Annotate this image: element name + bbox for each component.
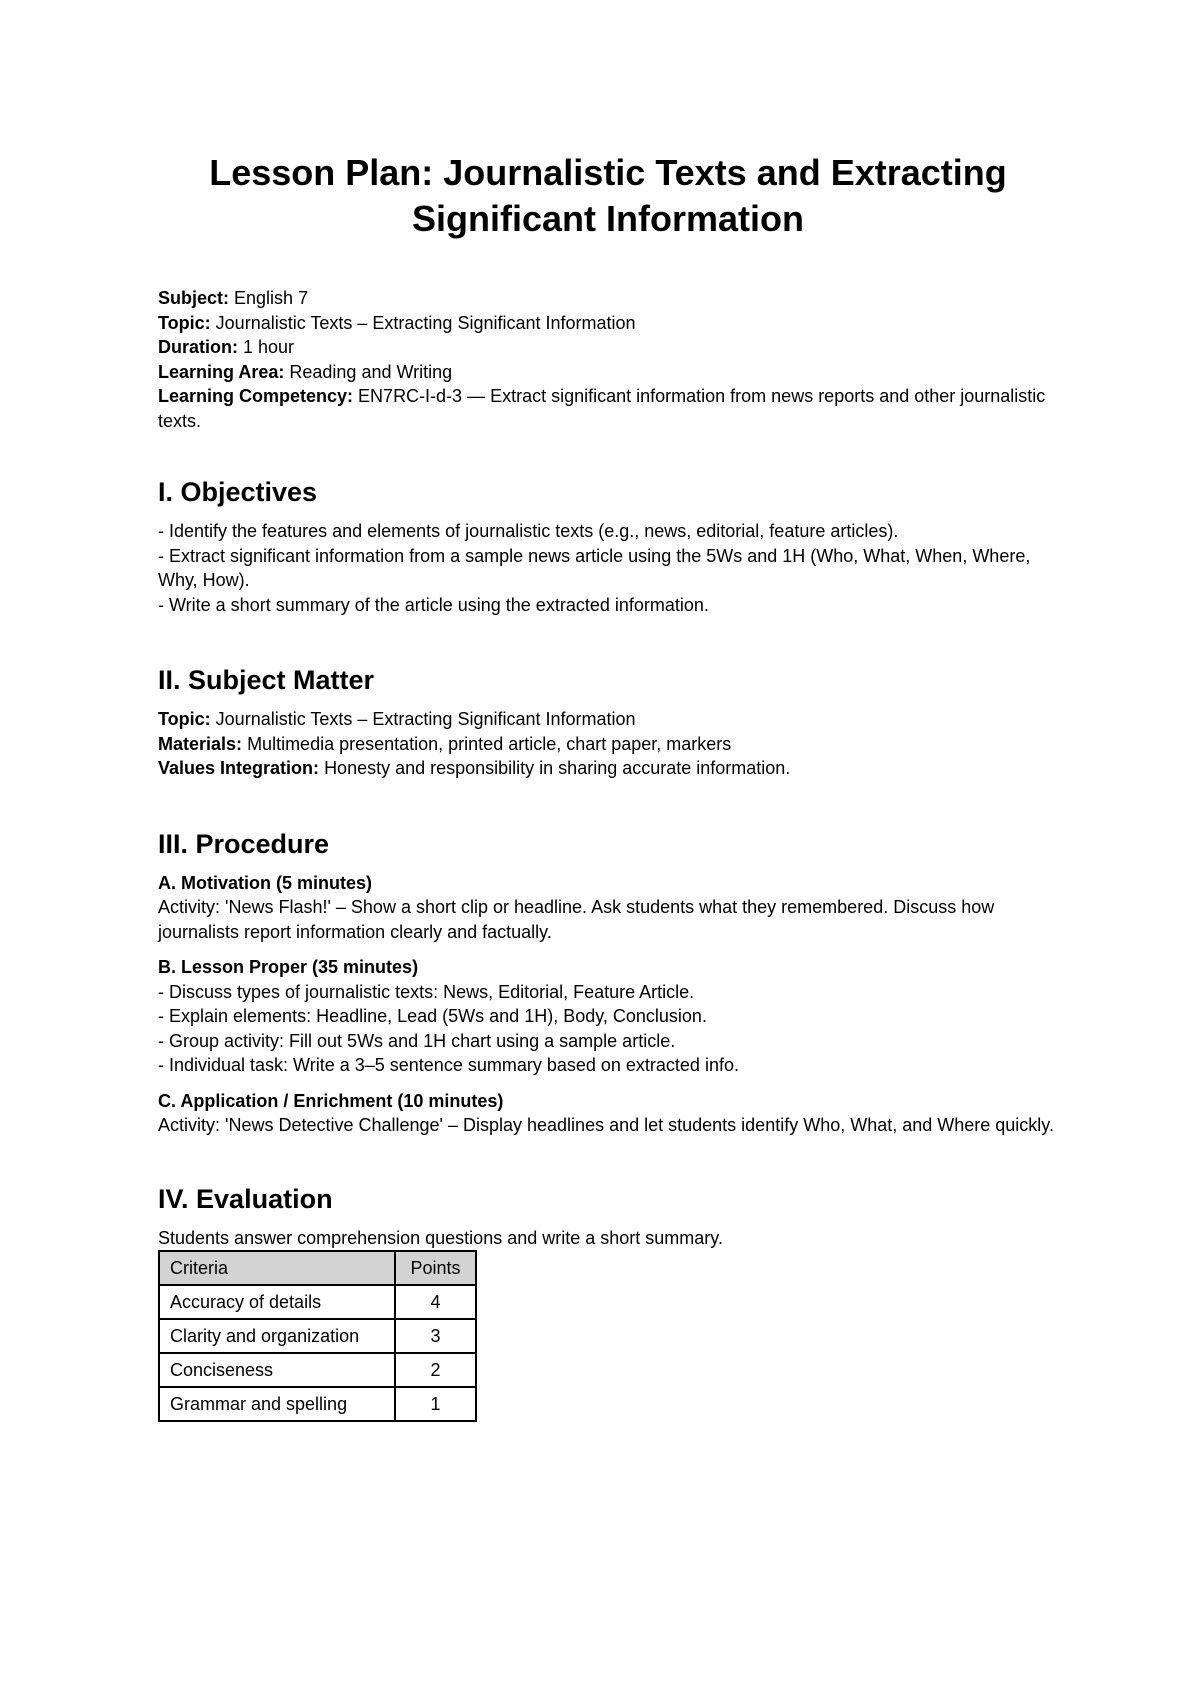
- procedure-motivation: [158, 871, 1058, 945]
- detail-value: Honesty and responsibility in sharing accurate information.: [324, 758, 791, 778]
- column-header-points: Points: [395, 1251, 476, 1285]
- lesson-proper-list: [158, 980, 1058, 1078]
- points-cell: 3: [395, 1319, 476, 1353]
- criteria-cell: Grammar and spelling: [159, 1387, 395, 1421]
- subject-matter-materials: [158, 732, 1058, 757]
- list-item: - Explain elements: Headline, Lead (5Ws and 1H), Body, Conclusion.: [158, 1006, 707, 1026]
- lesson-proper-title: B. Lesson Proper (35 minutes): [158, 957, 419, 977]
- points-cell: 1: [395, 1387, 476, 1421]
- lesson-meta: [158, 286, 1058, 433]
- detail-value: Journalistic Texts – Extracting Significant Information: [215, 709, 636, 729]
- subject-matter-details: [158, 707, 1058, 781]
- list-item: - Write a short summary of the article using the extracted information.: [158, 594, 709, 615]
- meta-label: Learning Area:: [158, 361, 285, 382]
- meta-learning-competency: [158, 384, 1058, 433]
- rubric-table: [158, 1250, 477, 1422]
- meta-value: EN7RC-I-d-3 — Extract significant information from news reports and other journalistic texts.: [158, 386, 1046, 431]
- points-cell: 2: [395, 1353, 476, 1387]
- motivation-title: A. Motivation (5 minutes): [158, 872, 373, 893]
- evaluation-intro: Students answer comprehension questions and write a short summary.: [158, 1227, 723, 1248]
- meta-learning-area: [158, 360, 1058, 385]
- meta-subject: [158, 286, 1058, 311]
- meta-topic: [158, 311, 1058, 336]
- criteria-cell: Conciseness: [159, 1353, 395, 1387]
- column-header-criteria: Criteria: [159, 1251, 395, 1285]
- subject-matter-topic: [158, 707, 1058, 732]
- meta-label: Subject:: [158, 288, 230, 308]
- detail-label: Values Integration:: [158, 758, 320, 778]
- evaluation-heading: IV. Evaluation: [158, 1183, 333, 1214]
- table-header-row: [159, 1251, 476, 1285]
- procedure-lesson-proper: [158, 955, 1058, 1078]
- objectives-list: [158, 519, 1058, 617]
- meta-value: Reading and Writing: [289, 361, 453, 382]
- objectives-heading: I. Objectives: [158, 477, 318, 507]
- meta-value: 1 hour: [243, 337, 295, 357]
- meta-value: Journalistic Texts – Extracting Significant Information: [215, 312, 636, 333]
- application-title: C. Application / Enrichment (10 minutes): [158, 1090, 504, 1111]
- table-row: [159, 1387, 476, 1421]
- subject-matter-heading: II. Subject Matter: [158, 665, 375, 695]
- meta-value: English 7: [234, 288, 309, 308]
- list-item: - Group activity: Fill out 5Ws and 1H chart using a sample article.: [158, 1030, 676, 1051]
- table-row: [159, 1353, 476, 1387]
- list-item: - Extract significant information from a sample news article using the 5Ws and 1H (Who, What, When, Where, Why, How).: [158, 545, 1031, 590]
- meta-duration: [158, 335, 1058, 360]
- points-cell: 4: [395, 1285, 476, 1319]
- application-text: Activity: 'News Detective Challenge' – Display headlines and let students identify Who, What, and Where quickly.: [158, 1115, 1054, 1135]
- procedure-heading: III. Procedure: [158, 828, 330, 859]
- meta-label: Duration:: [158, 337, 238, 357]
- criteria-cell: Accuracy of details: [159, 1285, 395, 1319]
- list-item: - Identify the features and elements of journalistic texts (e.g., news, editorial, feature articles).: [158, 521, 899, 541]
- detail-value: Multimedia presentation, printed article, chart paper, markers: [247, 733, 732, 754]
- detail-label: Materials:: [158, 733, 243, 754]
- list-item: - Individual task: Write a 3–5 sentence summary based on extracted info.: [158, 1055, 739, 1075]
- table-row: [159, 1285, 476, 1319]
- criteria-cell: Clarity and organization: [159, 1319, 395, 1353]
- meta-label: Topic:: [158, 312, 211, 333]
- motivation-text: Activity: 'News Flash!' – Show a short clip or headline. Ask students what they remembered. Discuss how journalists report information clearly and factually.: [158, 897, 995, 942]
- procedure-application: [158, 1089, 1058, 1138]
- detail-label: Topic:: [158, 709, 211, 729]
- document-title: Lesson Plan: Journalistic Texts and Extracting Significant Information: [209, 152, 1007, 239]
- meta-label: Learning Competency:: [158, 386, 354, 406]
- subject-matter-values: [158, 756, 1058, 781]
- document-page: [158, 150, 1058, 1422]
- table-row: [159, 1319, 476, 1353]
- list-item: - Discuss types of journalistic texts: News, Editorial, Feature Article.: [158, 981, 695, 1002]
